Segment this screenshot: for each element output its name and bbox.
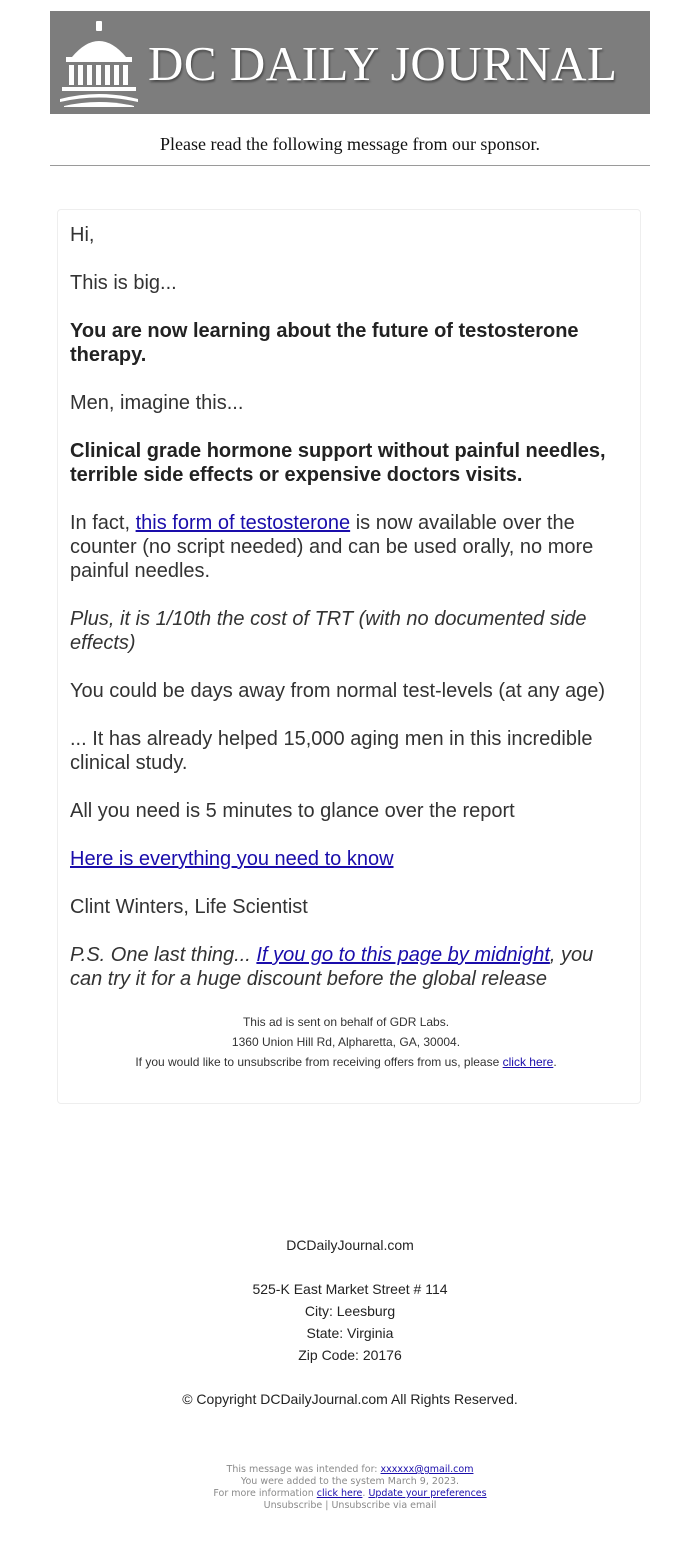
- footer-copyright: © Copyright DCDailyJournal.com All Rights Reserved.: [182, 1391, 518, 1407]
- ad-paragraph-minutes: All you need is 5 minutes to glance over the report: [70, 800, 515, 822]
- ad-fact-text-pre: In fact,: [70, 512, 136, 534]
- notice-pipe: |: [322, 1500, 332, 1511]
- unsubscribe-link[interactable]: Unsubscribe: [263, 1500, 323, 1511]
- midnight-discount-link[interactable]: If you go to this page by midnight: [256, 944, 550, 966]
- notice-separator: .: [362, 1488, 369, 1499]
- ad-fine-print: [70, 1012, 622, 1072]
- ad-fine-period: .: [553, 1055, 557, 1069]
- sponsor-notice: Please read the following message from our sponsor.: [160, 134, 540, 154]
- ad-paragraph-fact: [70, 511, 622, 583]
- masthead-title: DC DAILY JOURNAL: [148, 36, 618, 91]
- footer-site-name: DCDailyJournal.com: [286, 1237, 414, 1253]
- ad-headline-clinical: Clinical grade hormone support without painful needles, terrible side effects or expensive doctors visits.: [70, 440, 606, 486]
- ad-fine-unsubscribe: [70, 1052, 622, 1072]
- ad-ps-text-pre: P.S. One last thing...: [70, 944, 257, 966]
- ad-postscript: [70, 943, 622, 991]
- footer-state: State: Virginia: [306, 1325, 394, 1341]
- capitol-dome-icon: [58, 19, 140, 107]
- notice-intended-text: This message was intended for:: [226, 1464, 381, 1475]
- footer-zip: Zip Code: 20176: [298, 1347, 402, 1363]
- ad-fine-address: 1360 Union Hill Rd, Alpharetta, GA, 30004.: [231, 1035, 461, 1049]
- recipient-email-link[interactable]: xxxxxx@gmail.com: [380, 1464, 474, 1475]
- unsubscribe-email-link[interactable]: Unsubscribe via email: [331, 1500, 437, 1511]
- ad-paragraph-helped: ... It has already helped 15,000 aging men in this incredible clinical study.: [70, 728, 593, 774]
- ad-paragraph-days: You could be days away from normal test-levels (at any age): [70, 680, 606, 702]
- ad-paragraph-plus: Plus, it is 1/10th the cost of TRT (with no documented side effects): [70, 608, 587, 654]
- everything-you-need-link[interactable]: Here is everything you need to know: [70, 848, 394, 870]
- notice-more-text: For more information: [213, 1488, 317, 1499]
- footer-city: City: Leesburg: [304, 1303, 396, 1319]
- ad-paragraph-imagine: Men, imagine this...: [70, 392, 244, 414]
- ad-greeting: Hi,: [70, 224, 95, 246]
- ad-paragraph-big: This is big...: [70, 272, 177, 294]
- notice-intended: [50, 1464, 650, 1476]
- ad-fine-unsubscribe-text: If you would like to unsubscribe from receiving offers from us, please: [135, 1055, 503, 1069]
- sponsor-divider: [50, 165, 650, 166]
- ad-signature: Clint Winters, Life Scientist: [70, 896, 308, 918]
- ad-unsubscribe-link[interactable]: click here: [502, 1055, 554, 1069]
- more-info-link[interactable]: click here: [316, 1488, 363, 1499]
- ad-fine-sender: This ad is sent on behalf of GDR Labs.: [242, 1015, 450, 1029]
- ad-headline-future: You are now learning about the future of testosterone therapy.: [70, 320, 579, 366]
- testosterone-form-link[interactable]: this form of testosterone: [135, 512, 351, 534]
- footer-street: 525-K East Market Street # 114: [252, 1281, 448, 1297]
- notice-added-date: You were added to the system March 9, 2023.: [240, 1476, 460, 1487]
- ad-ps-text-post: , you can try it for a huge discount before the global release: [70, 944, 594, 990]
- notice-more-info: [50, 1488, 650, 1500]
- notice-unsubscribe-row: [50, 1500, 650, 1512]
- ad-fact-text-post: is now available over the counter (no script needed) and can be used orally, no more painful needles.: [70, 512, 594, 582]
- ad-everything-paragraph: [70, 847, 622, 871]
- masthead-banner: [50, 11, 650, 114]
- update-preferences-link[interactable]: Update your preferences: [368, 1488, 487, 1499]
